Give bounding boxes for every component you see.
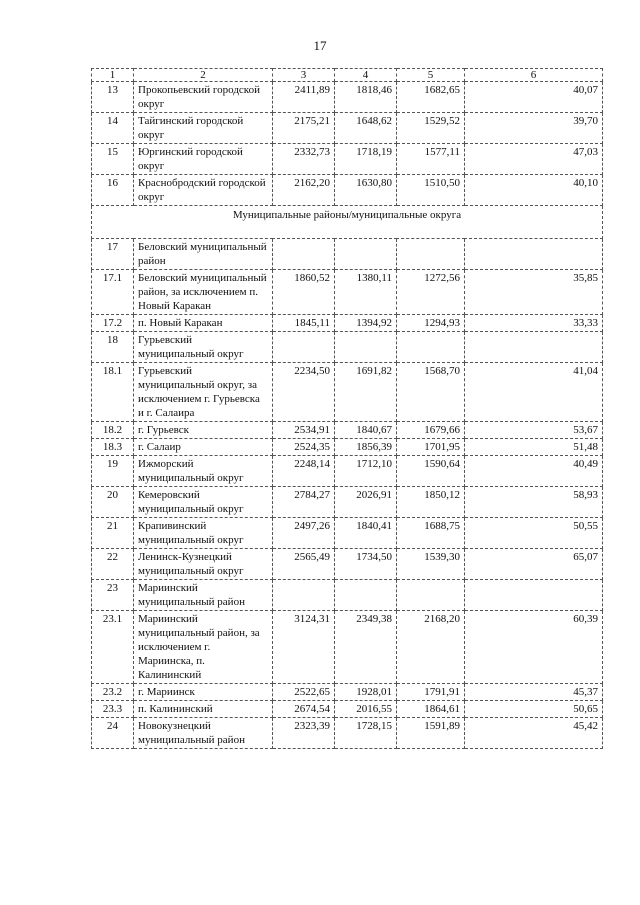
- table-row: [92, 175, 603, 206]
- value-cell-col5: 1539,30: [397, 549, 465, 580]
- territory-name-cell: Прокопьевский городской округ: [134, 82, 273, 113]
- value-cell-col6: 58,93: [465, 487, 603, 518]
- row-number-cell: 17.2: [92, 315, 134, 332]
- value-cell-col6: 45,37: [465, 684, 603, 701]
- row-number-cell: 24: [92, 718, 134, 749]
- page-number: 17: [313, 38, 327, 53]
- table-row: [92, 239, 603, 270]
- value-cell-col6: 60,39: [465, 611, 603, 684]
- value-cell-col6: 51,48: [465, 439, 603, 456]
- row-number-cell: 18.1: [92, 363, 134, 422]
- value-cell-col3: 1845,11: [273, 315, 335, 332]
- value-cell-col5: 1568,70: [397, 363, 465, 422]
- row-number-cell: 13: [92, 82, 134, 113]
- value-cell-col5: 1679,66: [397, 422, 465, 439]
- value-cell-col4: 1856,39: [335, 439, 397, 456]
- value-cell-col4: 1840,67: [335, 422, 397, 439]
- territory-name-cell: г. Салаир: [134, 439, 273, 456]
- territory-name-cell: Мариинский муниципальный район: [134, 580, 273, 611]
- territory-name-cell: Юргинский городской округ: [134, 144, 273, 175]
- territory-name-cell: Тайгинский городской округ: [134, 113, 273, 144]
- row-number-cell: 21: [92, 518, 134, 549]
- value-cell-col3: 2234,50: [273, 363, 335, 422]
- table-row: [92, 113, 603, 144]
- territory-name-cell: Новокузнецкий муниципальный район: [134, 718, 273, 749]
- value-cell-col5: 1850,12: [397, 487, 465, 518]
- value-cell-col5: 1591,89: [397, 718, 465, 749]
- table-row: [92, 580, 603, 611]
- value-cell-col4: 1648,62: [335, 113, 397, 144]
- value-cell-col6: 40,10: [465, 175, 603, 206]
- value-cell-col6: 53,67: [465, 422, 603, 439]
- table-row: [92, 422, 603, 439]
- value-cell-col5: 1272,56: [397, 270, 465, 315]
- value-cell-col6: 47,03: [465, 144, 603, 175]
- value-cell-col6: [465, 580, 603, 611]
- value-cell-col3: 2524,35: [273, 439, 335, 456]
- value-cell-col4: 1718,19: [335, 144, 397, 175]
- value-cell-col4: 1734,50: [335, 549, 397, 580]
- table-row: [92, 718, 603, 749]
- value-cell-col3: 1860,52: [273, 270, 335, 315]
- row-number-cell: 23: [92, 580, 134, 611]
- row-number-cell: 19: [92, 456, 134, 487]
- column-header: 2: [134, 69, 273, 82]
- value-cell-col3: 2674,54: [273, 701, 335, 718]
- value-cell-col6: 65,07: [465, 549, 603, 580]
- table-row: [92, 456, 603, 487]
- row-number-cell: 23.3: [92, 701, 134, 718]
- value-cell-col4: 2026,91: [335, 487, 397, 518]
- table-row: [92, 684, 603, 701]
- value-cell-col3: [273, 332, 335, 363]
- value-cell-col4: 1728,15: [335, 718, 397, 749]
- table-body: [92, 69, 603, 206]
- row-number-cell: 17: [92, 239, 134, 270]
- value-cell-col3: 2248,14: [273, 456, 335, 487]
- value-cell-col4: 2349,38: [335, 611, 397, 684]
- tariff-table: [91, 68, 603, 749]
- row-number-cell: 17.1: [92, 270, 134, 315]
- value-cell-col5: 2168,20: [397, 611, 465, 684]
- value-cell-col5: 1864,61: [397, 701, 465, 718]
- territory-name-cell: Кемеровский муниципальный округ: [134, 487, 273, 518]
- table-row: [92, 518, 603, 549]
- value-cell-col6: [465, 239, 603, 270]
- column-header: 1: [92, 69, 134, 82]
- value-cell-col5: 1688,75: [397, 518, 465, 549]
- territory-name-cell: Ижморский муниципальный округ: [134, 456, 273, 487]
- value-cell-col3: 2175,21: [273, 113, 335, 144]
- value-cell-col6: 45,42: [465, 718, 603, 749]
- table-row: [92, 611, 603, 684]
- row-number-cell: 23.1: [92, 611, 134, 684]
- value-cell-col3: 2565,49: [273, 549, 335, 580]
- value-cell-col6: 33,33: [465, 315, 603, 332]
- value-cell-col3: 2522,65: [273, 684, 335, 701]
- table-row: [92, 332, 603, 363]
- value-cell-col4: 1380,11: [335, 270, 397, 315]
- column-header: 4: [335, 69, 397, 82]
- value-cell-col5: 1791,91: [397, 684, 465, 701]
- territory-name-cell: п. Калининский: [134, 701, 273, 718]
- row-number-cell: 20: [92, 487, 134, 518]
- territory-name-cell: Беловский муниципальный район, за исключением п. Новый Каракан: [134, 270, 273, 315]
- value-cell-col6: 39,70: [465, 113, 603, 144]
- territory-name-cell: Гурьевский муниципальный округ: [134, 332, 273, 363]
- value-cell-col6: 35,85: [465, 270, 603, 315]
- territory-name-cell: Беловский муниципальный район: [134, 239, 273, 270]
- value-cell-col4: 1691,82: [335, 363, 397, 422]
- value-cell-col5: 1577,11: [397, 144, 465, 175]
- value-cell-col3: 2411,89: [273, 82, 335, 113]
- value-cell-col4: 1712,10: [335, 456, 397, 487]
- column-header: 6: [465, 69, 603, 82]
- value-cell-col3: [273, 580, 335, 611]
- territory-name-cell: г. Мариинск: [134, 684, 273, 701]
- row-number-cell: 18: [92, 332, 134, 363]
- table-row: [92, 82, 603, 113]
- section-title: Муниципальные районы/муниципальные округа: [92, 206, 603, 239]
- value-cell-col5: 1682,65: [397, 82, 465, 113]
- table-header-row: [92, 69, 603, 82]
- territory-name-cell: Гурьевский муниципальный округ, за исключением г. Гурьевска и г. Салаира: [134, 363, 273, 422]
- row-number-cell: 18.3: [92, 439, 134, 456]
- row-number-cell: 14: [92, 113, 134, 144]
- value-cell-col5: 1529,52: [397, 113, 465, 144]
- value-cell-col5: 1701,95: [397, 439, 465, 456]
- table-row: [92, 315, 603, 332]
- table-row: [92, 363, 603, 422]
- table-row: [92, 270, 603, 315]
- value-cell-col3: 3124,31: [273, 611, 335, 684]
- value-cell-col4: 1840,41: [335, 518, 397, 549]
- value-cell-col3: 2162,20: [273, 175, 335, 206]
- section-row: [92, 206, 603, 239]
- value-cell-col5: 1294,93: [397, 315, 465, 332]
- value-cell-col6: 40,07: [465, 82, 603, 113]
- value-cell-col3: 2332,73: [273, 144, 335, 175]
- value-cell-col5: [397, 239, 465, 270]
- table-row: [92, 487, 603, 518]
- table-row: [92, 144, 603, 175]
- column-header: 5: [397, 69, 465, 82]
- territory-name-cell: Ленинск-Кузнецкий муниципальный округ: [134, 549, 273, 580]
- territory-name-cell: Краснобродский городской округ: [134, 175, 273, 206]
- value-cell-col6: 50,55: [465, 518, 603, 549]
- row-number-cell: 22: [92, 549, 134, 580]
- value-cell-col4: 1928,01: [335, 684, 397, 701]
- value-cell-col5: [397, 580, 465, 611]
- value-cell-col3: 2784,27: [273, 487, 335, 518]
- table-body: [92, 239, 603, 749]
- value-cell-col4: 1394,92: [335, 315, 397, 332]
- value-cell-col4: [335, 239, 397, 270]
- value-cell-col4: [335, 580, 397, 611]
- row-number-cell: 16: [92, 175, 134, 206]
- value-cell-col3: 2323,39: [273, 718, 335, 749]
- value-cell-col4: 1818,46: [335, 82, 397, 113]
- value-cell-col5: [397, 332, 465, 363]
- value-cell-col6: 50,65: [465, 701, 603, 718]
- territory-name-cell: п. Новый Каракан: [134, 315, 273, 332]
- value-cell-col3: [273, 239, 335, 270]
- table-row: [92, 549, 603, 580]
- value-cell-col6: [465, 332, 603, 363]
- value-cell-col6: 40,49: [465, 456, 603, 487]
- value-cell-col6: 41,04: [465, 363, 603, 422]
- value-cell-col5: 1590,64: [397, 456, 465, 487]
- value-cell-col3: 2497,26: [273, 518, 335, 549]
- row-number-cell: 15: [92, 144, 134, 175]
- value-cell-col4: 2016,55: [335, 701, 397, 718]
- column-header: 3: [273, 69, 335, 82]
- territory-name-cell: Мариинский муниципальный район, за исключением г. Мариинска, п. Калининский: [134, 611, 273, 684]
- value-cell-col3: 2534,91: [273, 422, 335, 439]
- table-row: [92, 701, 603, 718]
- territory-name-cell: г. Гурьевск: [134, 422, 273, 439]
- row-number-cell: 18.2: [92, 422, 134, 439]
- value-cell-col5: 1510,50: [397, 175, 465, 206]
- value-cell-col4: [335, 332, 397, 363]
- table-row: [92, 439, 603, 456]
- value-cell-col4: 1630,80: [335, 175, 397, 206]
- row-number-cell: 23.2: [92, 684, 134, 701]
- territory-name-cell: Крапивинский муниципальный округ: [134, 518, 273, 549]
